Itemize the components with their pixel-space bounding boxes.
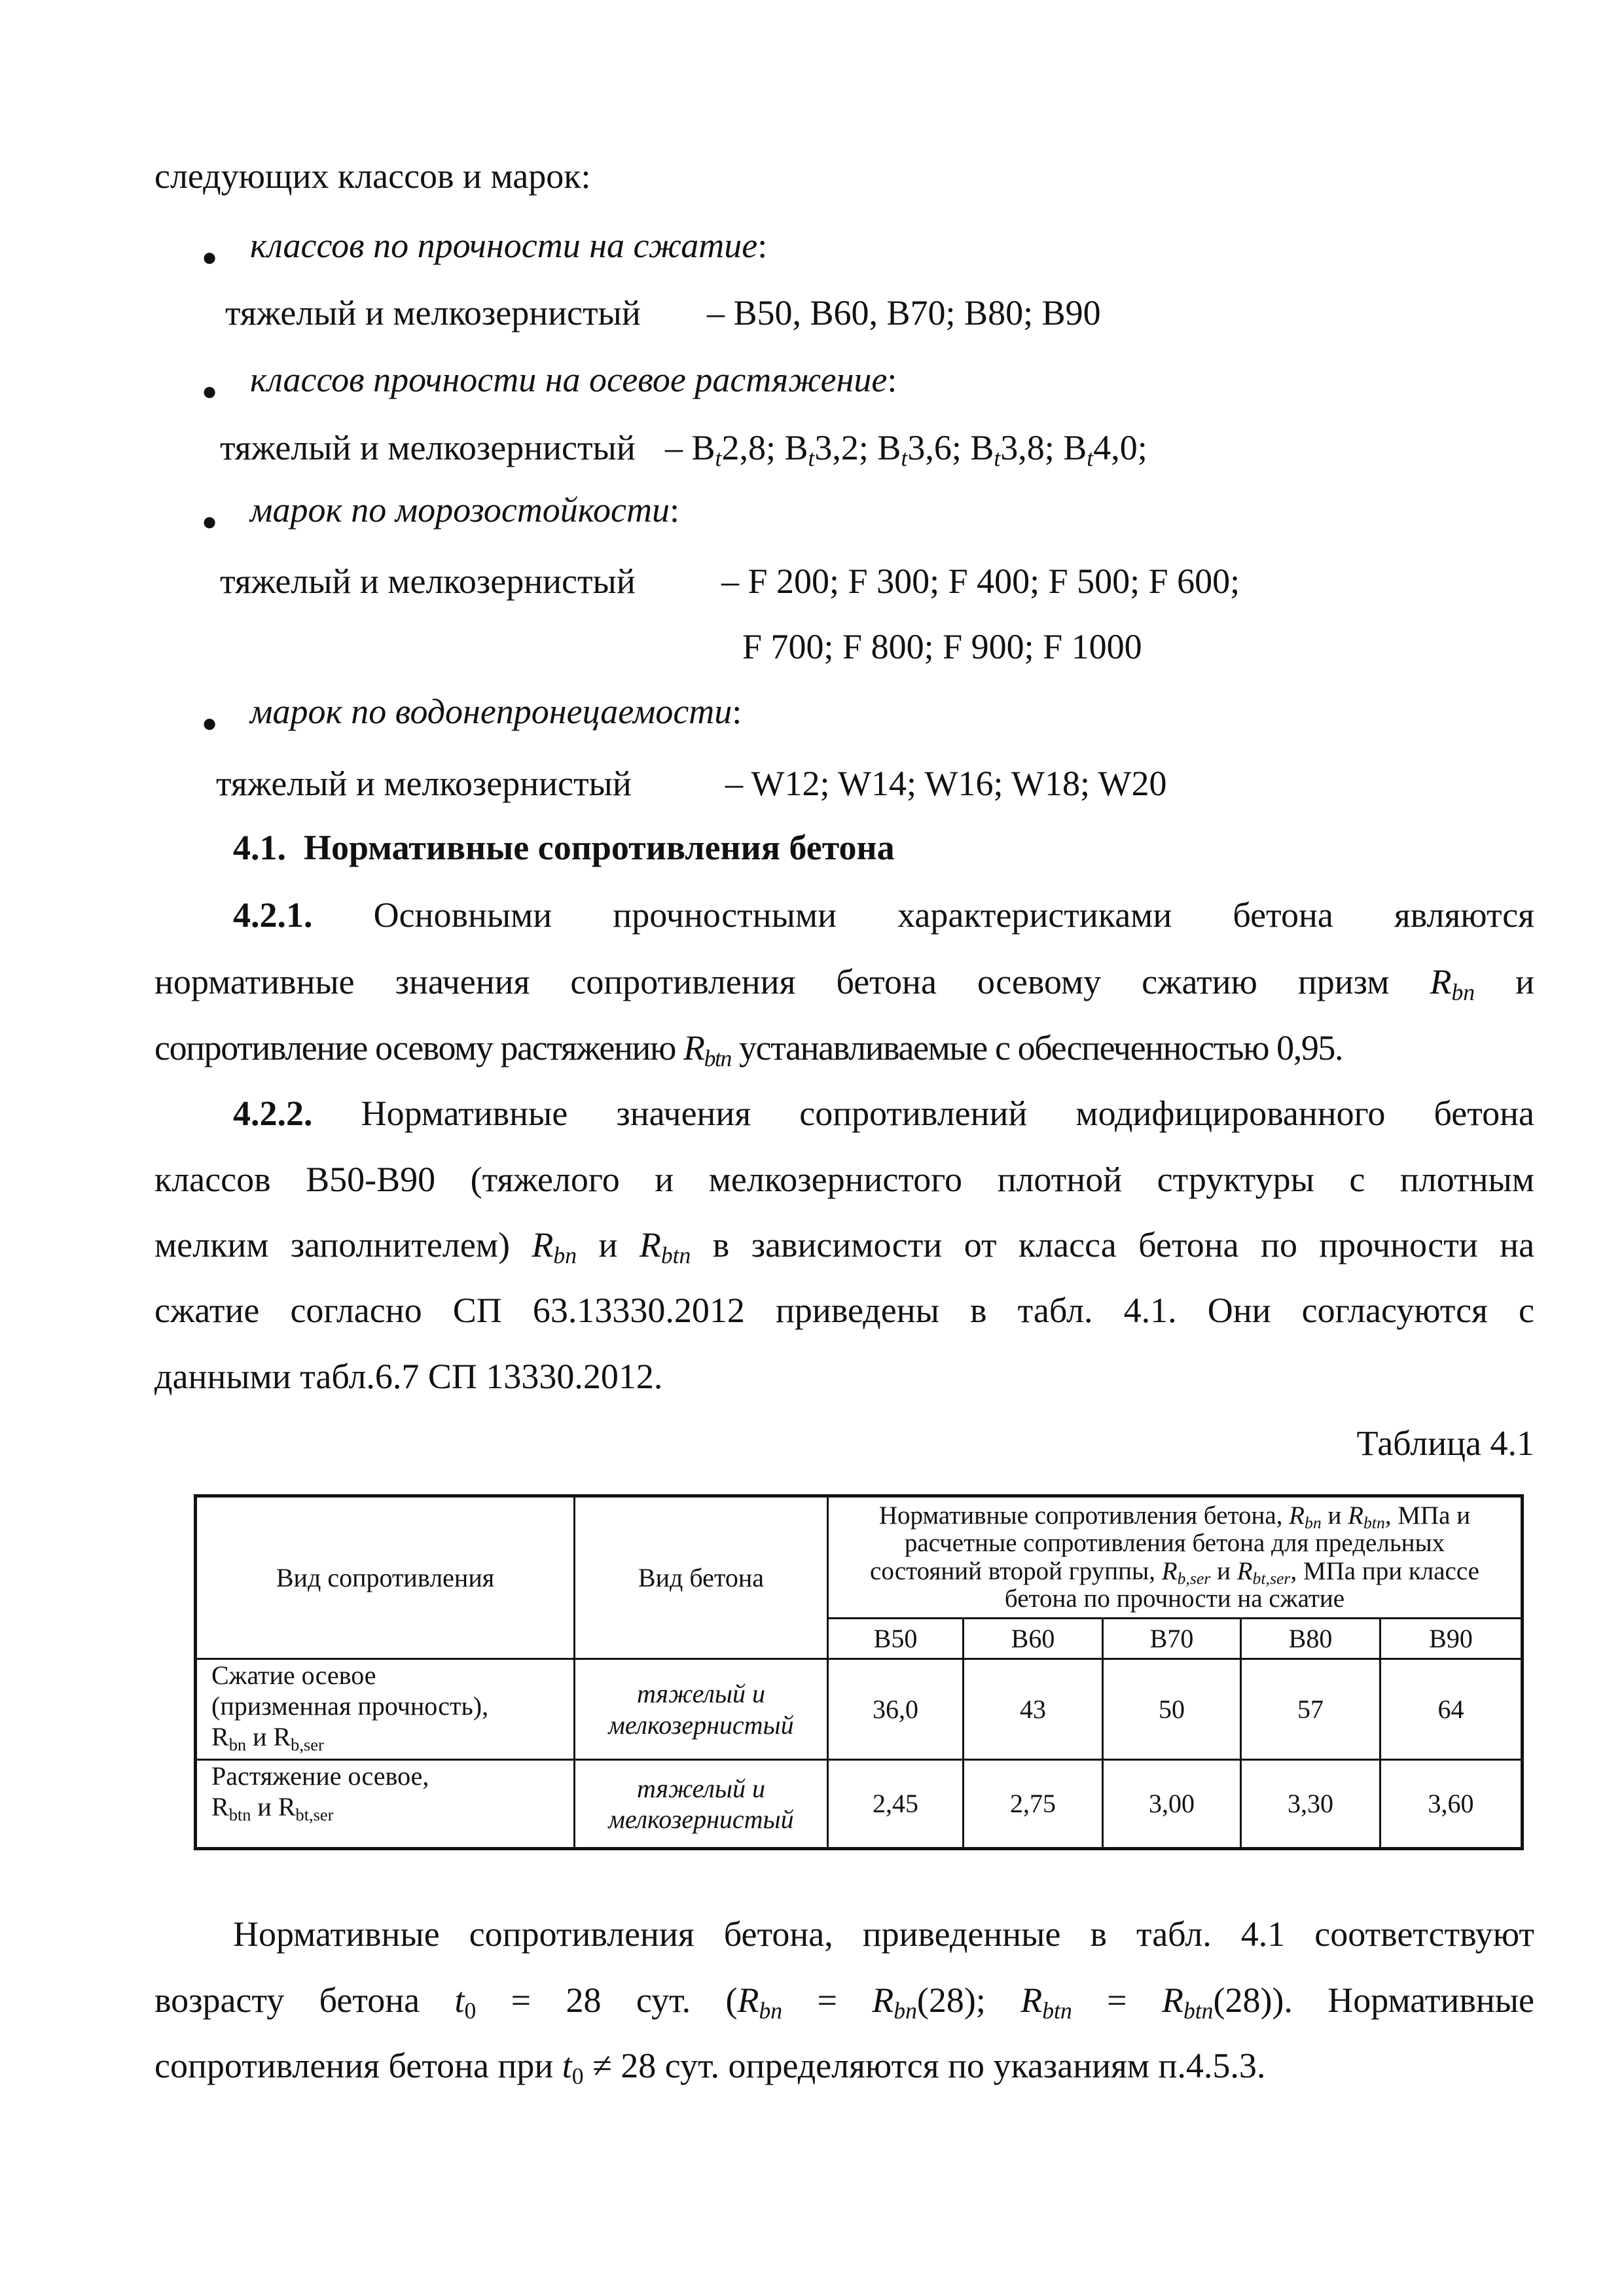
table-cell-value: 36,0 <box>873 1694 918 1724</box>
table-header-cell: Вид бетона <box>638 1562 765 1592</box>
paragraph-line: мелким заполнителем) $R_{bn}$ и $R_{btn}$ в зависимости от класса бетона по прочности на <box>154 1225 1535 1268</box>
paragraph-line: сопротивления бетона при $t_0 \ne 28$ сут. определяются по указаниям п.4.5.3. <box>154 2046 1266 2089</box>
paragraph-line: сопротивление осевому растяжению $R_{btn}$ устанавливаемые с обеспеченностью 0,95. <box>154 1028 1343 1071</box>
paragraph-line: сжатие согласно СП 63.13330.2012 приведены в табл. 4.1. Они согласуются с <box>154 1291 1534 1330</box>
bullet-title: марок по водонепронецаемости: <box>250 692 742 731</box>
table-row-label: Растяжение осевое, $R_{btn}$ и $R_{bt,ser}$ <box>211 1761 429 1825</box>
bullet-title: классов прочности на осевое растяжение: <box>250 360 897 399</box>
bullet-title: классов по прочности на сжатие: <box>250 226 768 265</box>
table-cell-value: 50 <box>1159 1694 1185 1724</box>
bullet-line-label: тяжелый и мелкозернистый <box>220 428 636 467</box>
paragraph-line: Нормативные сопротивления бетона, приведенные в табл. 4.1 соответствуют <box>233 1914 1534 1954</box>
bullet-line-value: – W12; W14; W16; W18; W20 <box>725 764 1167 803</box>
class-header-cell: В90 <box>1429 1623 1473 1653</box>
table-cell-concrete: тяжелый и мелкозернистый <box>608 1773 794 1834</box>
table-row-label: Сжатие осевое (призменная прочность), $R_{bn}$ и $R_{b,ser}$ <box>211 1660 489 1755</box>
class-header-cell: В80 <box>1288 1623 1333 1653</box>
class-header-cell: В50 <box>873 1623 918 1653</box>
table-cell-value: 2,75 <box>1010 1789 1056 1819</box>
table-cell-value: 64 <box>1437 1694 1464 1724</box>
table-cell-value: 3,30 <box>1288 1789 1333 1819</box>
table-cell-value: 2,45 <box>873 1789 918 1819</box>
intro-line: следующих классов и марок: <box>154 156 591 196</box>
table-cell-concrete: тяжелый и мелкозернистый <box>608 1679 794 1740</box>
table-cell-value: 3,60 <box>1428 1789 1474 1819</box>
class-header-cell: В60 <box>1011 1623 1055 1653</box>
bullet-icon: ● <box>202 708 218 738</box>
bullet-line-label: тяжелый и мелкозернистый <box>220 562 636 601</box>
bullet-icon: ● <box>202 507 218 536</box>
bullet-line-value: F 700; F 800; F 900; F 1000 <box>742 627 1142 666</box>
paragraph-line: 4.2.2. Нормативные значения сопротивлений модифицированного бетона <box>233 1094 1534 1133</box>
bullet-title: марок по морозостойкости: <box>250 490 679 529</box>
resistance-table <box>194 1494 1524 1850</box>
bullet-icon: ● <box>202 242 218 272</box>
paragraph-line: нормативные значения сопротивления бетона осевому сжатию призм $R_{bn}$ и <box>154 962 1535 1005</box>
paragraph-line: возрасту бетона $t_0 = 28$ сут. ($R_{bn} = R_{bn}(28)$; $R_{btn} = R_{btn}(28)$). Нормативные <box>154 1981 1534 2024</box>
bullet-line-value: – F 200; F 300; F 400; F 500; F 600; <box>721 562 1240 601</box>
bullet-line-value: – $B_t2,8$; $B_t3,2$; $B_t3,6$; $B_t3,8$; $B_t4,0$; <box>665 428 1147 471</box>
table-cell-value: 3,00 <box>1149 1789 1195 1819</box>
table-cell-value: 43 <box>1020 1694 1046 1724</box>
bullet-line-value: – B50, B60, B70; B80; B90 <box>707 293 1101 332</box>
bullet-line-label: тяжелый и мелкозернистый <box>225 293 641 332</box>
class-header-cell: В70 <box>1149 1623 1194 1653</box>
table-caption: Таблица 4.1 <box>1356 1424 1534 1463</box>
table-cell-value: 57 <box>1297 1694 1324 1724</box>
section-heading: 4.1. Нормативные сопротивления бетона <box>233 828 895 867</box>
paragraph-line: классов В50-В90 (тяжелого и мелкозернистого плотной структуры с плотным <box>154 1160 1534 1199</box>
paragraph-line: данными табл.6.7 СП 13330.2012. <box>154 1357 663 1396</box>
bullet-line-label: тяжелый и мелкозернистый <box>216 764 632 803</box>
paragraph-line: 4.2.1. Основными прочностными характеристиками бетона являются <box>233 895 1535 935</box>
bullet-icon: ● <box>202 376 218 406</box>
table-header-group: Нормативные сопротивления бетона, $R_{bn}$ и $R_{btn}$, МПа и расчетные сопротивления бетона для предельных состояний второй группы, $R_{b,ser}$ и $R_{bt,ser}$, МПа при классе бетона по прочности на сжатие <box>870 1501 1479 1613</box>
table-header-cell: Вид сопротивления <box>276 1562 495 1592</box>
